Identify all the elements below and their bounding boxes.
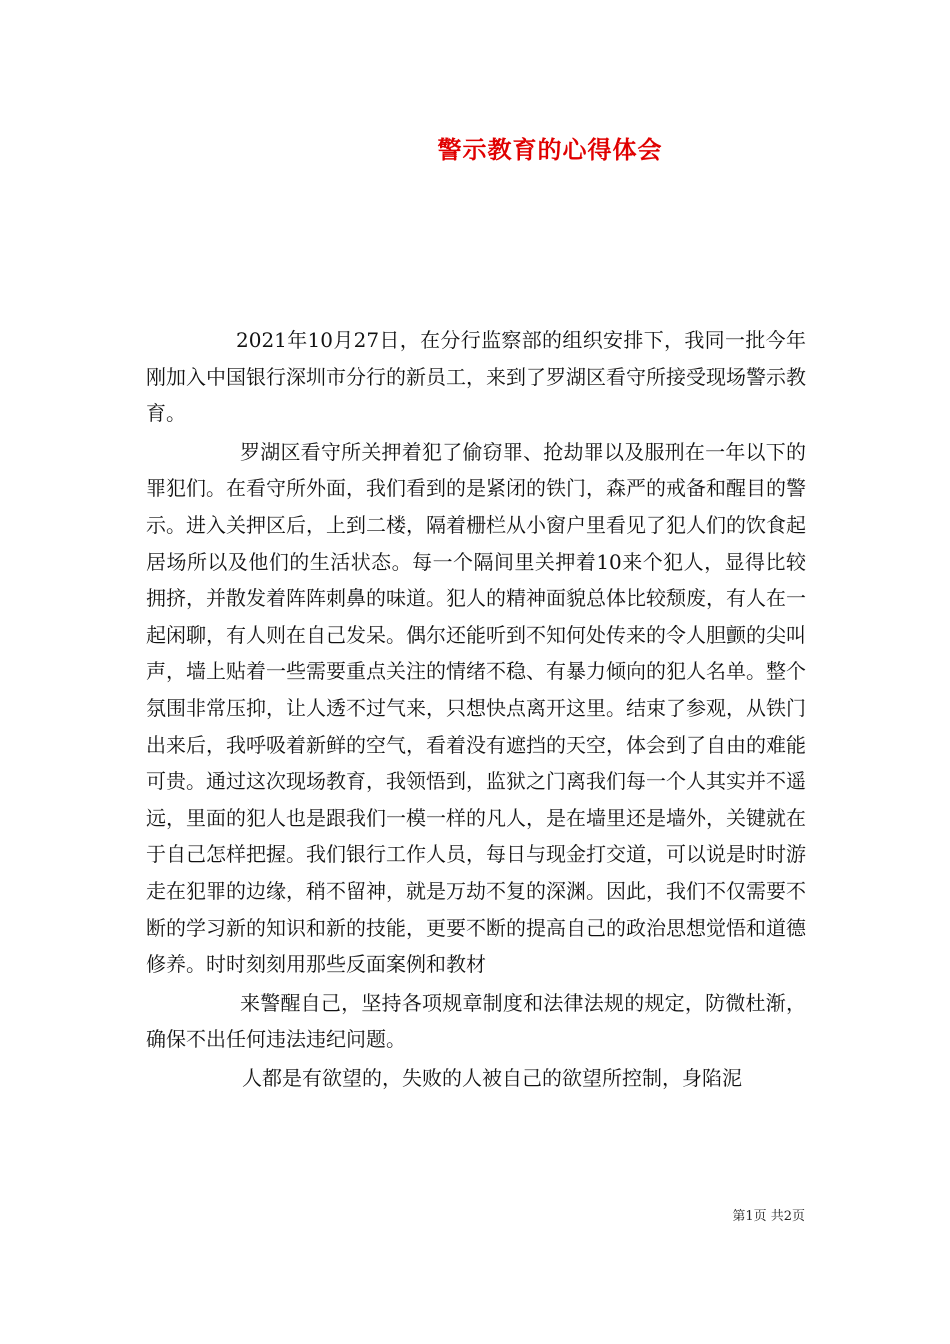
paragraph-3: 来警醒自己，坚持各项规章制度和法律法规的规定，防微杜渐，确保不出任何违法违纪问题。: [146, 990, 806, 1052]
page-number: 第1页 共2页: [732, 1209, 805, 1224]
document-body: [146, 322, 806, 1096]
paragraph-2: 罗湖区看守所关押着犯了偷窃罪、抢劫罪以及服刑在一年以下的罪犯们。在看守所外面，我们看到的是紧闭的铁门，森严的戒备和醒目的警示。进入关押区后，上到二楼，隔着栅栏从小窗户里看见了犯人们的饮食起居场所以及他们的生活状态。每一个隔间里关押着10来个犯人，显得比较拥挤，并散发着阵阵刺鼻的味道。犯人的精神面貌总体比较颓废，有人在一起闲聊，有人则在自己发呆。偶尔还能听到不知何处传来的令人胆颤的尖叫声，墙上贴着一些需要重点关注的情绪不稳、有暴力倾向的犯人名单。整个氛围非常压抑，让人透不过气来，只想快点离开这里。结束了参观，从铁门出来后，我呼吸着新鲜的空气，看着没有遮挡的天空，体会到了自由的难能可贵。通过这次现场教育，我领悟到，监狱之门离我们每一个人其实并不遥远，里面的犯人也是跟我们一模一样的凡人，是在墙里还是墙外，关键就在于自己怎样把握。我们银行工作人员，每日与现金打交道，可以说是时时游走在犯罪的边缘，稍不留神，就是万劫不复的深渊。因此，我们不仅需要不断的学习新的知识和新的技能，更要不断的提高自己的政治思想觉悟和道德修养。时时刻刻用那些反面案例和教材: [146, 439, 806, 977]
document-title: 警示教育的心得体会: [437, 135, 663, 164]
paragraph-1: 2021年10月27日，在分行监察部的组织安排下，我同一批今年刚加入中国银行深圳市分行的新员工，来到了罗湖区看守所接受现场警示教育。: [146, 328, 806, 426]
paragraph-4: 人都是有欲望的，失败的人被自己的欲望所控制，身陷泥: [242, 1065, 742, 1090]
